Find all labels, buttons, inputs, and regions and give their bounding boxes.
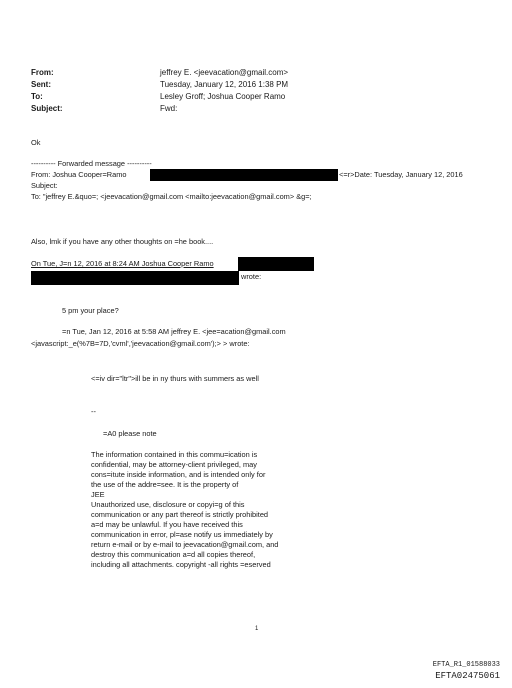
forwarded-date: <=r>Date: Tuesday, January 12, 2016: [339, 170, 463, 179]
quote-line-2: <javascript:_e(%7B=7D,'cvml','jeevacation@gmail.com');> > wrote:: [31, 339, 250, 348]
disclaimer-line: a=d may be unlawful. If you have received this: [91, 520, 243, 529]
to-label: To:: [31, 92, 43, 101]
ok-text: Ok: [31, 138, 41, 147]
redaction-box: [31, 271, 239, 285]
disclaimer-line: destroy this communication a=d all copies thereof,: [91, 550, 256, 559]
disclaimer-line: JEE: [91, 490, 105, 499]
disclaimer-line: return e-mail or by e-mail to jeevacation@gmail.com, and: [91, 540, 279, 549]
disclaimer-line: including all attachments. copyright -all rights =eserved: [91, 560, 271, 569]
dashes: --: [91, 407, 96, 416]
disclaimer-line: the use of the addre=see. It is the property of: [91, 480, 239, 489]
disclaimer-line: confidential, may be attorney-client privileged, may: [91, 460, 257, 469]
subject-label: Subject:: [31, 104, 63, 113]
forwarded-to: To: "jeffrey E.&quo=; <jeevacation@gmail.com <mailto:jeevacation@gmail.com> &g=;: [31, 192, 312, 201]
bates-number: EFTA02475061: [435, 671, 500, 681]
forwarded-from: From: Joshua Cooper=Ramo: [31, 170, 127, 179]
forwarded-subject: Subject:: [31, 181, 58, 190]
quote-line-1: =n Tue, Jan 12, 2016 at 5:58 AM jeffrey E. <jee=acation@gmail.com: [62, 327, 286, 336]
from-label: From:: [31, 68, 54, 77]
sent-value: Tuesday, January 12, 2016 1:38 PM: [160, 80, 289, 89]
disclaimer-line: Unauthorized use, disclosure or copyi=g of this: [91, 500, 245, 509]
redaction-box: [150, 169, 338, 181]
five-pm-text: 5 pm your place?: [62, 306, 119, 315]
redaction-box: [238, 257, 314, 271]
disclaimer-block: [91, 450, 278, 570]
bates-number-small: EFTA_R1_01588033: [432, 661, 500, 669]
subject-value: Fwd:: [160, 104, 178, 113]
disclaimer-line: cons=itute inside information, and is intended only for: [91, 470, 266, 479]
forwarded-marker: ---------- Forwarded message ----------: [31, 159, 152, 168]
from-value: jeffrey E. <jeevacation@gmail.com>: [160, 68, 289, 77]
disclaimer-line: communication in error, pl=ase notify us immediately by: [91, 530, 273, 539]
sent-label: Sent:: [31, 80, 51, 89]
on-tue-line: On Tue, J=n 12, 2016 at 8:24 AM Joshua Cooper Ramo: [31, 259, 214, 268]
div-line: <=iv dir="ltr">ill be in ny thurs with summers as well: [91, 374, 259, 383]
to-value: Lesley Groff; Joshua Cooper Ramo: [160, 92, 286, 101]
disclaimer-line: The information contained in this commu=ication is: [91, 450, 258, 459]
wrote-text: wrote:: [241, 272, 262, 281]
page-number: 1: [255, 626, 259, 632]
please-note: =A0 please note: [103, 429, 157, 438]
also-text: Also, lmk if you have any other thoughts on =he book....: [31, 237, 214, 246]
disclaimer-line: communication or any part thereof is strictly prohibited: [91, 510, 269, 519]
